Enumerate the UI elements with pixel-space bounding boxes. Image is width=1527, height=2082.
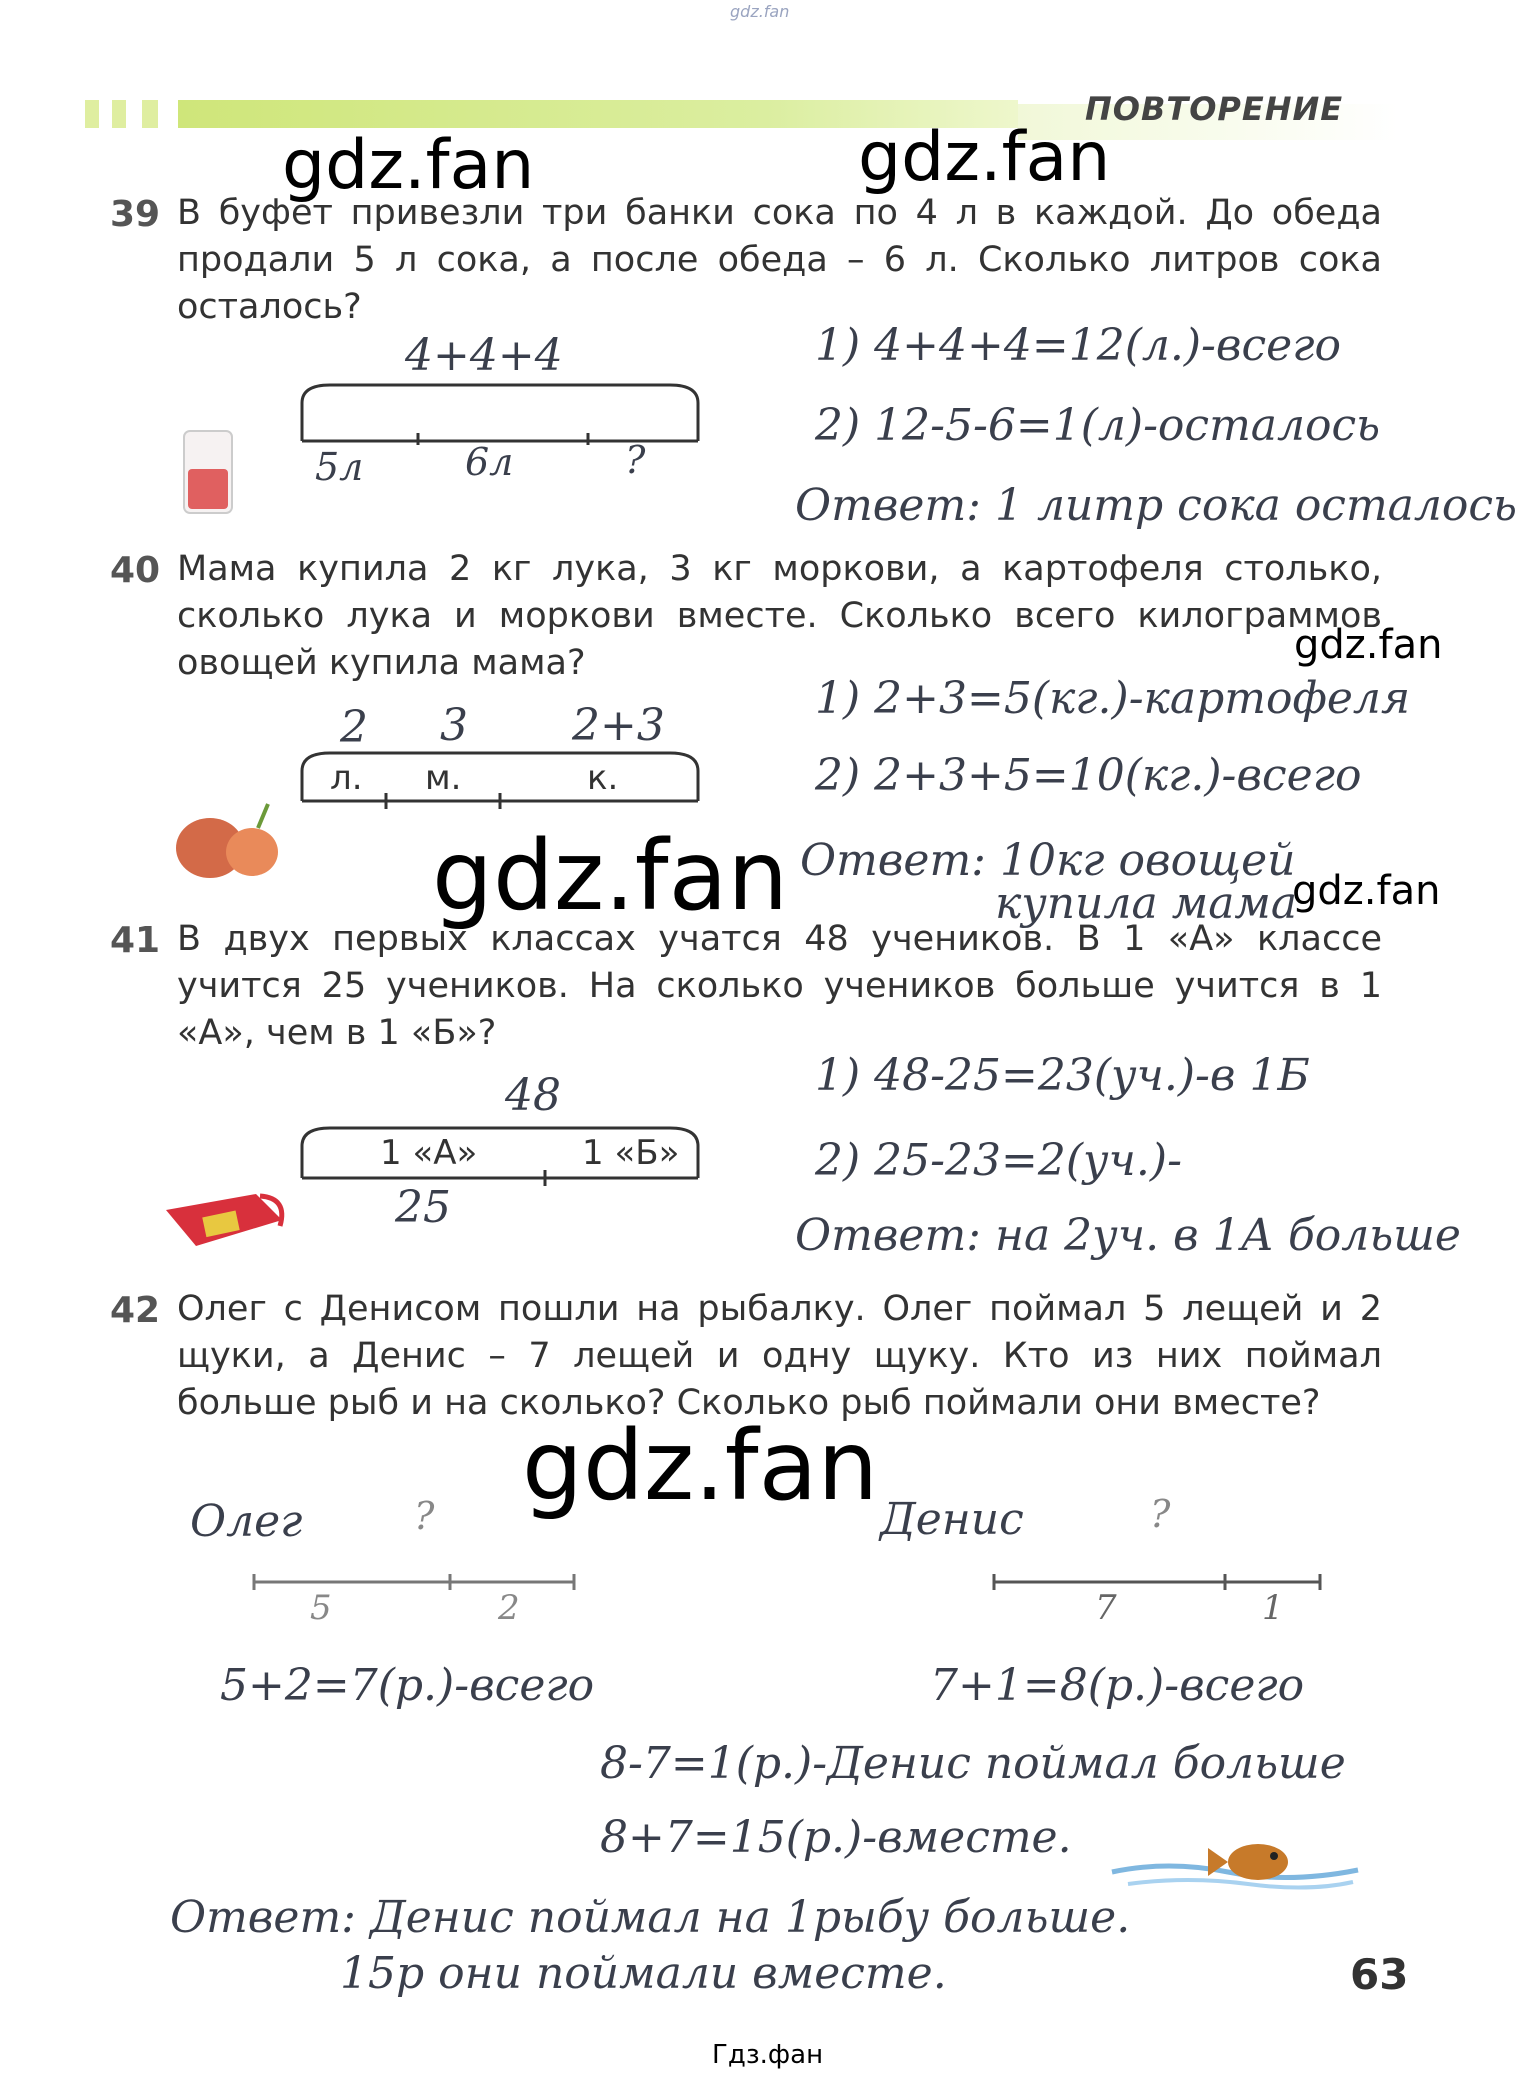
- diagram-seg-label: л.: [330, 758, 363, 798]
- fish-water-icon: [1108, 1820, 1368, 1900]
- answer-line: Ответ: 1 литр сока осталось: [795, 480, 1518, 531]
- answer-line: купила мама: [995, 878, 1298, 929]
- denis-label: Денис: [880, 1494, 1024, 1545]
- diagram-seg-label: 6л: [465, 440, 514, 484]
- oleg-seg-label: 2: [498, 1588, 520, 1628]
- denis-seg-label: 7: [1095, 1588, 1117, 1628]
- answer-line: Ответ: на 2уч. в 1А больше: [795, 1210, 1461, 1261]
- solution-line: 5+2=7(р.)-всего: [220, 1660, 595, 1711]
- diagram-seg-label: ?: [625, 438, 646, 482]
- solution-line: 1) 2+3=5(кг.)-картофеля: [815, 673, 1411, 724]
- task-number: 39: [110, 194, 161, 235]
- task-number: 41: [110, 920, 161, 961]
- watermark: gdz.fan: [858, 118, 1111, 197]
- diagram-seg-label: 5л: [315, 445, 364, 489]
- oleg-segment: [250, 1568, 580, 1598]
- task-text: В двух первых классах учатся 48 учеников. В 1 «А» классе учится 25 учеников. На сколько учеников больше учится в 1 «А», чем в 1 «Б»?: [177, 919, 1382, 1053]
- solution-line: 1) 4+4+4=12(л.)-всего: [815, 320, 1341, 371]
- watermark: gdz.fan: [432, 820, 789, 932]
- solution-line: 7+1=8(р.)-всего: [930, 1660, 1305, 1711]
- denis-seg-label: 1: [1262, 1588, 1284, 1628]
- vegetables-icon: [172, 800, 282, 885]
- answer-line: Ответ: Денис поймал на 1рыбу больше.: [170, 1892, 1131, 1943]
- task-number: 40: [110, 550, 161, 591]
- diagram-top-label: 4+4+4: [405, 330, 563, 381]
- watermark: gdz.fan: [522, 1410, 879, 1522]
- diagram-seg-label: 1 «Б»: [582, 1133, 680, 1173]
- section-title: ПОВТОРЕНИЕ: [1085, 90, 1344, 128]
- diagram-top-label: 2: [340, 702, 368, 753]
- footer-watermark: Гдз.фан: [712, 2040, 824, 2070]
- solution-line: 2) 12-5-6=1(л)-осталось: [815, 400, 1381, 451]
- header-bar-seg-1: [85, 100, 99, 128]
- diagram-seg-label: к.: [587, 758, 619, 798]
- question-mark: ?: [1150, 1492, 1171, 1536]
- task-number: 42: [110, 1290, 161, 1331]
- solution-line: 2) 25-23=2(уч.)-: [815, 1135, 1182, 1186]
- diagram-top-label: 2+3: [572, 700, 665, 751]
- answer-line: 15р они поймали вместе.: [340, 1948, 947, 1999]
- solution-line: 8-7=1(р.)-Денис поймал больше: [600, 1738, 1346, 1789]
- header-bar-seg-2: [112, 100, 126, 128]
- top-watermark: gdz.fan: [730, 2, 790, 21]
- question-mark: ?: [414, 1494, 435, 1538]
- task-text: Мама купила 2 кг лука, 3 кг моркови, а картофеля столько, сколько лука и моркови вместе. Сколько всего килограммов овощей купила мама?: [177, 549, 1382, 683]
- watermark: gdz.fan: [282, 126, 535, 205]
- watermark: gdz.fan: [1292, 868, 1441, 914]
- solution-line: 8+7=15(р.)-вместе.: [600, 1812, 1072, 1863]
- solution-line: 1) 48-25=23(уч.)-в 1Б: [815, 1050, 1310, 1101]
- task-text: Олег с Денисом пошли на рыбалку. Олег поймал 5 лещей и 2 щуки, а Денис – 7 лещей и одну щуку. Кто из них поймал больше рыб и на сколько? Сколько рыб поймали они вместе?: [177, 1289, 1382, 1423]
- segment-diagram: [290, 375, 710, 445]
- diagram-top-label: 3: [440, 700, 468, 751]
- solution-line: 2) 2+3+5=10(кг.)-всего: [815, 750, 1362, 801]
- diagram-seg-label: м.: [425, 758, 462, 798]
- diagram-seg-label: 1 «А»: [380, 1133, 478, 1173]
- diagram-bottom-label: 25: [395, 1182, 451, 1233]
- watermark: gdz.fan: [1294, 622, 1443, 668]
- task-text: В буфет привезли три банки сока по 4 л в каждой. До обеда продали 5 л сока, а после обеда – 6 л. Сколько литров сока осталось?: [177, 193, 1382, 327]
- answer-line: Ответ: 10кг овощей: [800, 835, 1296, 886]
- header-bar-seg-3: [142, 100, 158, 128]
- oleg-seg-label: 5: [310, 1588, 332, 1628]
- page-number: 63: [1350, 1950, 1409, 1999]
- diagram-top-label: 48: [505, 1070, 561, 1121]
- school-bag-icon: [160, 1180, 290, 1260]
- juice-glass-icon: [178, 425, 240, 520]
- oleg-label: Олег: [190, 1496, 303, 1547]
